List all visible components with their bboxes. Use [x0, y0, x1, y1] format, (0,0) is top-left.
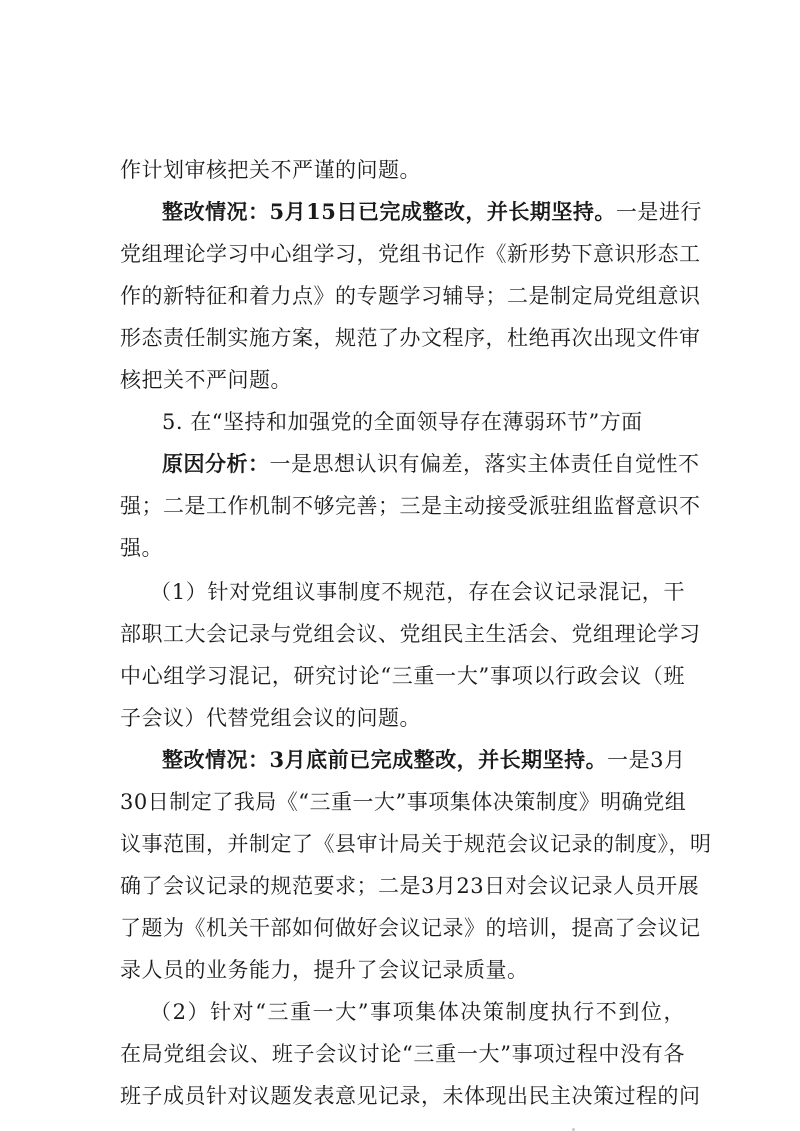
paragraph-line: 党组理论学习中心组学习，党组书记作《新形势下意识形态工 [120, 242, 701, 266]
paragraph-line: 30日制定了我局《“三重一大”事项集体决策制度》明确党组 [120, 790, 687, 814]
bold-heading: 整改情况：5月15日已完成整改，并长期坚持。 [162, 199, 616, 224]
paragraph-line [162, 450, 700, 478]
text-run: 一是进行 [615, 200, 702, 224]
paragraph-line: 部职工大会记录与党组会议、党组民主生活会、党组理论学习 [120, 622, 701, 646]
paragraph-line [162, 746, 685, 774]
text-run: 一是思想认识有偏差，落实主体责任自觉性不 [269, 452, 700, 476]
paragraph-line: 在局党组会议、班子会议讨论“三重一大”事项过程中没有各 [120, 1042, 685, 1066]
bold-heading: 整改情况：3月底前已完成整改，并长期坚持。 [162, 747, 608, 772]
paragraph-line [162, 198, 702, 226]
paragraph-line: （2）针对“三重一大”事项集体决策制度执行不到位， [150, 1000, 685, 1024]
paragraph-line: 形态责任制实施方案，规范了办文程序，杜绝再次出现文件审 [120, 326, 701, 350]
paragraph-line: 议事范围，并制定了《县审计局关于规范会议记录的制度》，明 [120, 832, 712, 856]
paragraph-line: 确了会议记录的规范要求；二是3月23日对会议记录人员开展 [120, 874, 700, 898]
paragraph-line: 子会议）代替党组会议的问题。 [120, 706, 421, 730]
paragraph-line: 中心组学习混记，研究讨论“三重一大”事项以行政会议（班 [120, 664, 685, 688]
paragraph-line: 作的新特征和着力点》的专题学习辅导；二是制定局党组意识 [120, 284, 701, 308]
paragraph-line: 班子成员针对议题发表意见记录，未体现出民主决策过程的问 [120, 1084, 701, 1108]
paragraph-line: 强。 [120, 536, 163, 560]
paragraph-line: （1）针对党组议事制度不规范，存在会议记录混记，干 [150, 580, 685, 604]
paragraph-line: 录人员的业务能力，提升了会议记录质量。 [120, 958, 529, 982]
paragraph-line: 核把关不严问题。 [120, 368, 292, 392]
bold-heading: 原因分析： [162, 451, 270, 476]
text-run: 一是3月 [607, 748, 686, 772]
paragraph-line: 强；二是工作机制不够完善；三是主动接受派驻组监督意识不 [120, 494, 701, 518]
paragraph-line: 了题为《机关干部如何做好会议记录》的培训，提高了会议记 [120, 916, 701, 940]
paragraph-line: 作计划审核把关不严谨的问题。 [120, 158, 421, 182]
section-heading: 5. 在“坚持和加强党的全面领导存在薄弱环节”方面 [162, 410, 643, 434]
